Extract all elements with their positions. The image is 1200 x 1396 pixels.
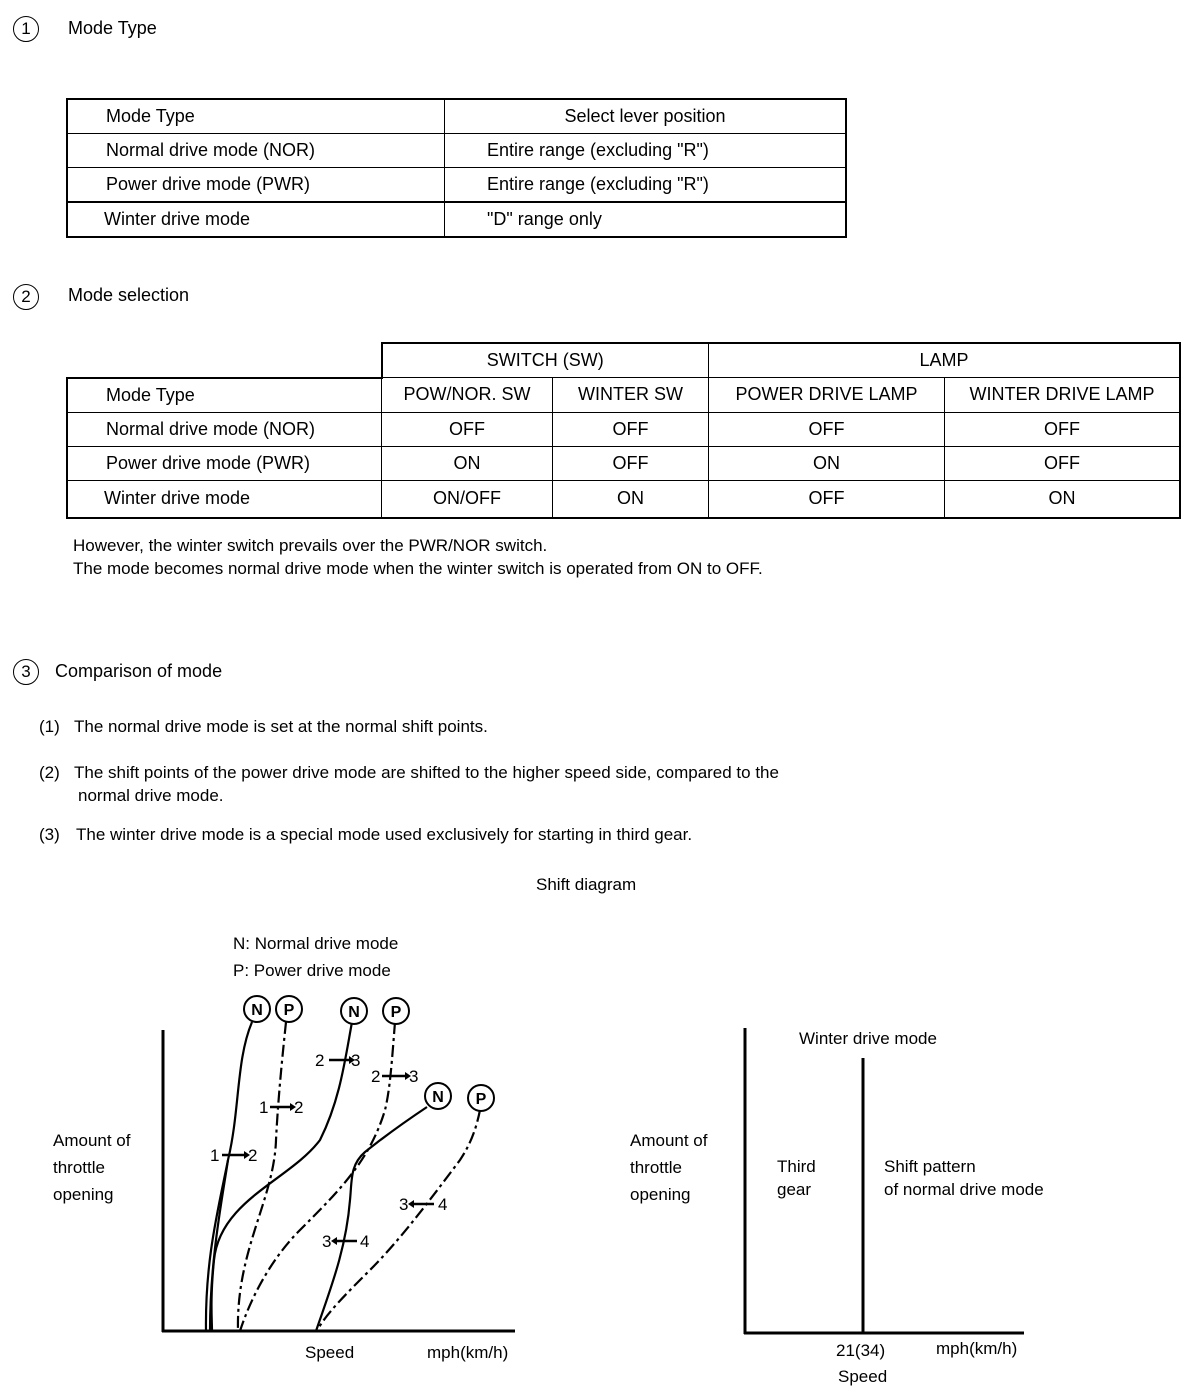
region-label-normal-pattern: of normal drive mode	[884, 1180, 1044, 1199]
item-text-continued: normal drive mode.	[78, 786, 224, 805]
y-axis-label-line: throttle	[53, 1158, 105, 1177]
x-axis-label: Speed	[838, 1367, 888, 1386]
item-label: (3)	[39, 825, 60, 844]
x-axis-label: Speed	[305, 1343, 355, 1362]
marker-label: P	[283, 1002, 295, 1019]
shift-label-to: 4	[360, 1232, 370, 1251]
y-axis-label-line: opening	[630, 1185, 691, 1204]
p34-shift-line	[317, 1110, 480, 1331]
table-cell: Entire range (excluding "R")	[445, 134, 847, 168]
shift-label-to: 2	[248, 1146, 258, 1165]
marker-label: N	[251, 1002, 263, 1019]
x-axis-unit: mph(km/h)	[427, 1343, 509, 1362]
table-cell: ON	[553, 480, 709, 518]
group-header-lamp: LAMP	[709, 343, 1181, 378]
shift-label-from: 2	[371, 1067, 381, 1086]
table-cell: ON	[945, 480, 1181, 518]
table-cell: OFF	[709, 412, 945, 446]
note-line: However, the winter switch prevails over the PWR/NOR switch.	[73, 536, 548, 555]
region-label-normal-pattern: Shift pattern	[884, 1157, 976, 1176]
section-3-title: Comparison of mode	[55, 661, 223, 681]
winter-chart-title: Winter drive mode	[799, 1029, 937, 1048]
table-row	[67, 480, 1180, 518]
region-label-third-gear: Third	[777, 1157, 816, 1176]
mode-selection-table	[66, 342, 1181, 519]
table-cell: OFF	[382, 412, 553, 446]
shift-label-to: 3	[409, 1067, 419, 1086]
header-cell: WINTER DRIVE LAMP	[945, 378, 1181, 413]
y-axis-label-line: Amount of	[630, 1131, 708, 1150]
item-text: The winter drive mode is a special mode used exclusively for starting in third gear.	[76, 825, 693, 844]
group-header-switch: SWITCH (SW)	[382, 343, 709, 378]
table-cell: OFF	[553, 412, 709, 446]
region-label-third-gear: gear	[777, 1180, 812, 1199]
table-cell: ON	[709, 446, 945, 480]
y-axis-label-line: Amount of	[53, 1131, 131, 1150]
section-2-number-icon: 2	[13, 284, 39, 310]
shift-chart	[0, 920, 560, 1396]
shift-label-from: 3	[399, 1195, 409, 1214]
header-cell: Mode Type	[67, 378, 382, 413]
section-2-title: Mode selection	[68, 285, 190, 305]
table-row	[67, 446, 1180, 480]
table-cell: ON/OFF	[382, 480, 553, 518]
table-cell: Normal drive mode (NOR)	[67, 412, 382, 446]
table-cell: Winter drive mode	[67, 202, 445, 237]
header-cell: POW/NOR. SW	[382, 378, 553, 413]
n34-shift-line	[316, 1107, 427, 1331]
shift-label-to: 4	[438, 1195, 448, 1214]
table-cell: Power drive mode (PWR)	[67, 168, 445, 203]
table-cell: OFF	[945, 412, 1181, 446]
shift-label-from: 3	[322, 1232, 332, 1251]
section-1-title: Mode Type	[68, 18, 157, 38]
marker-label: N	[348, 1004, 360, 1021]
item-text: The normal drive mode is set at the normal shift points.	[74, 717, 488, 736]
shift-label-to: 3	[351, 1051, 361, 1070]
legend-power: P: Power drive mode	[233, 961, 391, 980]
table-cell: Power drive mode (PWR)	[67, 446, 382, 480]
y-axis-label-line: opening	[53, 1185, 114, 1204]
table-cell: "D" range only	[445, 202, 847, 237]
x-axis-unit: mph(km/h)	[936, 1339, 1018, 1358]
header-cell: Mode Type	[67, 99, 445, 134]
y-axis-label-line: throttle	[630, 1158, 682, 1177]
table-cell: ON	[382, 446, 553, 480]
table-header-row	[67, 378, 1180, 413]
section-3-number-icon: 3	[13, 659, 39, 685]
blank-cell	[67, 343, 382, 378]
shift-label-from: 1	[259, 1098, 269, 1117]
table-cell: Winter drive mode	[67, 480, 382, 518]
marker-label: P	[390, 1004, 402, 1021]
item-label: (1)	[39, 717, 60, 736]
table-row	[67, 202, 846, 237]
item-text: The shift points of the power drive mode are shifted to the higher speed side, compared to the	[74, 763, 779, 782]
shift-label-to: 2	[294, 1098, 304, 1117]
mode-type-table	[66, 98, 847, 238]
table-row	[67, 134, 846, 168]
table-cell: OFF	[553, 446, 709, 480]
threshold-label: 21(34)	[836, 1341, 886, 1360]
shift-label-from: 2	[315, 1051, 325, 1070]
table-cell: Entire range (excluding "R")	[445, 168, 847, 203]
legend-normal: N: Normal drive mode	[233, 934, 399, 953]
shift-diagram-title: Shift diagram	[536, 875, 637, 894]
table-row	[67, 168, 846, 203]
shift-label-from: 1	[210, 1146, 220, 1165]
winter-chart	[600, 1010, 1100, 1396]
header-cell: WINTER SW	[553, 378, 709, 413]
table-cell: OFF	[945, 446, 1181, 480]
table-cell: Normal drive mode (NOR)	[67, 134, 445, 168]
header-cell: POWER DRIVE LAMP	[709, 378, 945, 413]
table-row	[67, 412, 1180, 446]
header-cell: Select lever position	[445, 99, 847, 134]
section-1-number-icon: 1	[13, 16, 39, 42]
marker-label: N	[432, 1089, 444, 1106]
note-line: The mode becomes normal drive mode when the winter switch is operated from ON to OFF.	[73, 559, 763, 578]
table-header-row	[67, 99, 846, 134]
table-cell: OFF	[709, 480, 945, 518]
group-header-row	[67, 343, 1180, 378]
item-label: (2)	[39, 763, 60, 782]
marker-label: P	[475, 1091, 487, 1108]
